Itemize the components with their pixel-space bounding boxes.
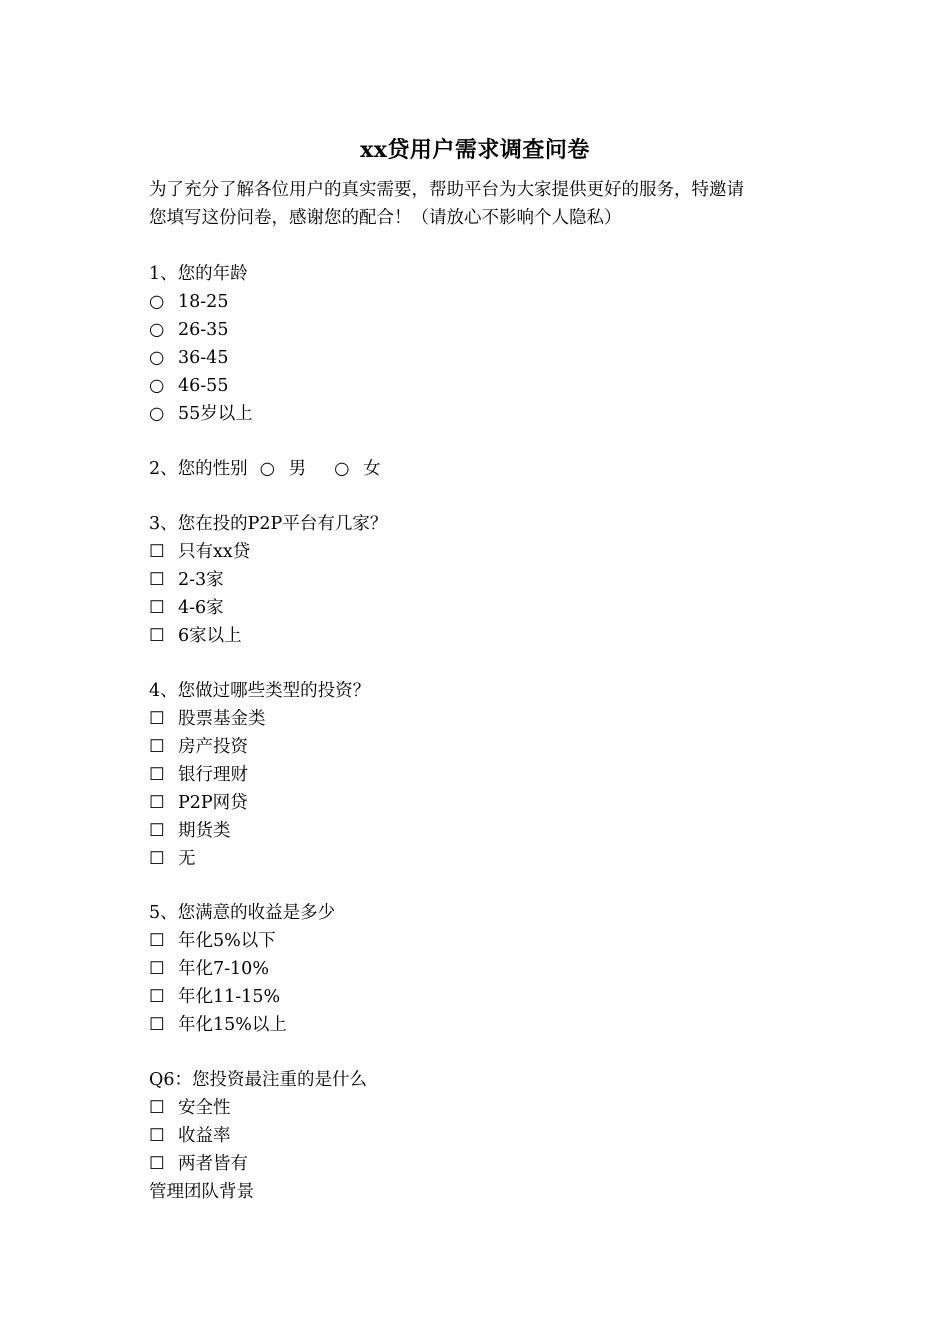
option-label: P2P网贷 — [178, 793, 248, 813]
q6-question: Q6：您投资最注重的是什么 — [149, 1070, 367, 1090]
radio-icon[interactable]: ○ — [149, 320, 165, 340]
checkbox-icon[interactable]: ☐ — [149, 626, 165, 646]
q1-option-5[interactable] — [149, 400, 253, 428]
q3-option-4[interactable] — [149, 622, 242, 650]
checkbox-icon[interactable]: ☐ — [149, 987, 165, 1007]
checkbox-icon[interactable]: ☐ — [149, 849, 165, 869]
option-label: 年化7-10% — [178, 959, 269, 979]
radio-icon[interactable]: ○ — [149, 376, 165, 396]
q4-option-3[interactable] — [149, 761, 248, 789]
q1-option-2[interactable] — [149, 316, 228, 344]
q1-option-3[interactable] — [149, 344, 228, 372]
checkbox-icon[interactable]: ☐ — [149, 598, 165, 618]
intro-line-1: 为了充分了解各位用户的真实需要，帮助平台为大家提供更好的服务，特邀请 — [149, 180, 744, 200]
radio-icon[interactable]: ○ — [149, 292, 165, 312]
option-label: 46-55 — [178, 376, 229, 396]
option-label: 无 — [178, 849, 196, 869]
checkbox-icon[interactable]: ☐ — [149, 959, 165, 979]
option-label: 银行理财 — [178, 765, 248, 785]
option-label: 只有xx贷 — [178, 542, 251, 562]
option-label: 18-25 — [178, 292, 229, 312]
radio-icon[interactable]: ○ — [149, 404, 165, 424]
checkbox-icon[interactable]: ☐ — [149, 931, 165, 951]
checkbox-icon[interactable]: ☐ — [149, 793, 165, 813]
radio-icon[interactable]: ○ — [334, 459, 350, 479]
intro-line-2: 您填写这份问卷，感谢您的配合！（请放心不影响个人隐私） — [149, 208, 622, 228]
page-title: xx贷用户需求调查问卷 — [360, 137, 590, 163]
checkbox-icon[interactable]: ☐ — [149, 542, 165, 562]
checkbox-icon[interactable]: ☐ — [149, 1126, 165, 1146]
q6-trailing-text: 管理团队背景 — [149, 1182, 254, 1202]
checkbox-icon[interactable]: ☐ — [149, 709, 165, 729]
checkbox-icon[interactable]: ☐ — [149, 1015, 165, 1035]
checkbox-icon[interactable]: ☐ — [149, 1154, 165, 1174]
option-label: 4-6家 — [178, 598, 224, 618]
q4-option-1[interactable] — [149, 705, 266, 733]
q4-option-6[interactable] — [149, 845, 196, 873]
q4-question: 4、您做过哪些类型的投资？ — [149, 681, 371, 701]
q5-option-2[interactable] — [149, 955, 269, 983]
q5-option-3[interactable] — [149, 983, 280, 1011]
q5-question: 5、您满意的收益是多少 — [149, 903, 336, 923]
option-label: 期货类 — [178, 821, 231, 841]
q2-question: 2、您的性别 — [149, 459, 248, 479]
q2-option-male[interactable]: 男 — [288, 459, 307, 479]
option-label: 55岁以上 — [178, 404, 253, 424]
q6-option-3[interactable] — [149, 1150, 248, 1178]
option-label: 年化11-15% — [178, 987, 281, 1007]
q5-option-1[interactable] — [149, 927, 276, 955]
option-label: 收益率 — [178, 1126, 231, 1146]
q1-option-4[interactable] — [149, 372, 228, 400]
q2-row — [149, 455, 381, 483]
q6-option-2[interactable] — [149, 1122, 231, 1150]
q6-option-1[interactable] — [149, 1094, 231, 1122]
option-label: 6家以上 — [178, 626, 242, 646]
checkbox-icon[interactable]: ☐ — [149, 570, 165, 590]
q3-question: 3、您在投的P2P平台有几家？ — [149, 514, 388, 534]
option-label: 年化15%以上 — [178, 1015, 287, 1035]
q4-option-4[interactable] — [149, 789, 248, 817]
option-label: 年化5%以下 — [178, 931, 276, 951]
intro-paragraph — [149, 176, 809, 232]
q4-option-2[interactable] — [149, 733, 248, 761]
q3-option-2[interactable] — [149, 566, 224, 594]
option-label: 26-35 — [178, 320, 229, 340]
radio-icon[interactable]: ○ — [259, 459, 275, 479]
q3-option-3[interactable] — [149, 594, 224, 622]
option-label: 36-45 — [178, 348, 229, 368]
checkbox-icon[interactable]: ☐ — [149, 821, 165, 841]
radio-icon[interactable]: ○ — [149, 348, 165, 368]
option-label: 股票基金类 — [178, 709, 266, 729]
checkbox-icon[interactable]: ☐ — [149, 765, 165, 785]
option-label: 房产投资 — [178, 737, 248, 757]
option-label: 两者皆有 — [178, 1154, 248, 1174]
q2-option-female[interactable]: 女 — [363, 459, 381, 479]
checkbox-icon[interactable]: ☐ — [149, 1098, 165, 1118]
q1-question: 1、您的年龄 — [149, 264, 248, 284]
q1-option-1[interactable] — [149, 288, 228, 316]
q3-option-1[interactable] — [149, 538, 250, 566]
option-label: 2-3家 — [178, 570, 224, 590]
option-label: 安全性 — [178, 1098, 231, 1118]
q4-option-5[interactable] — [149, 817, 231, 845]
q5-option-4[interactable] — [149, 1011, 287, 1039]
checkbox-icon[interactable]: ☐ — [149, 737, 165, 757]
